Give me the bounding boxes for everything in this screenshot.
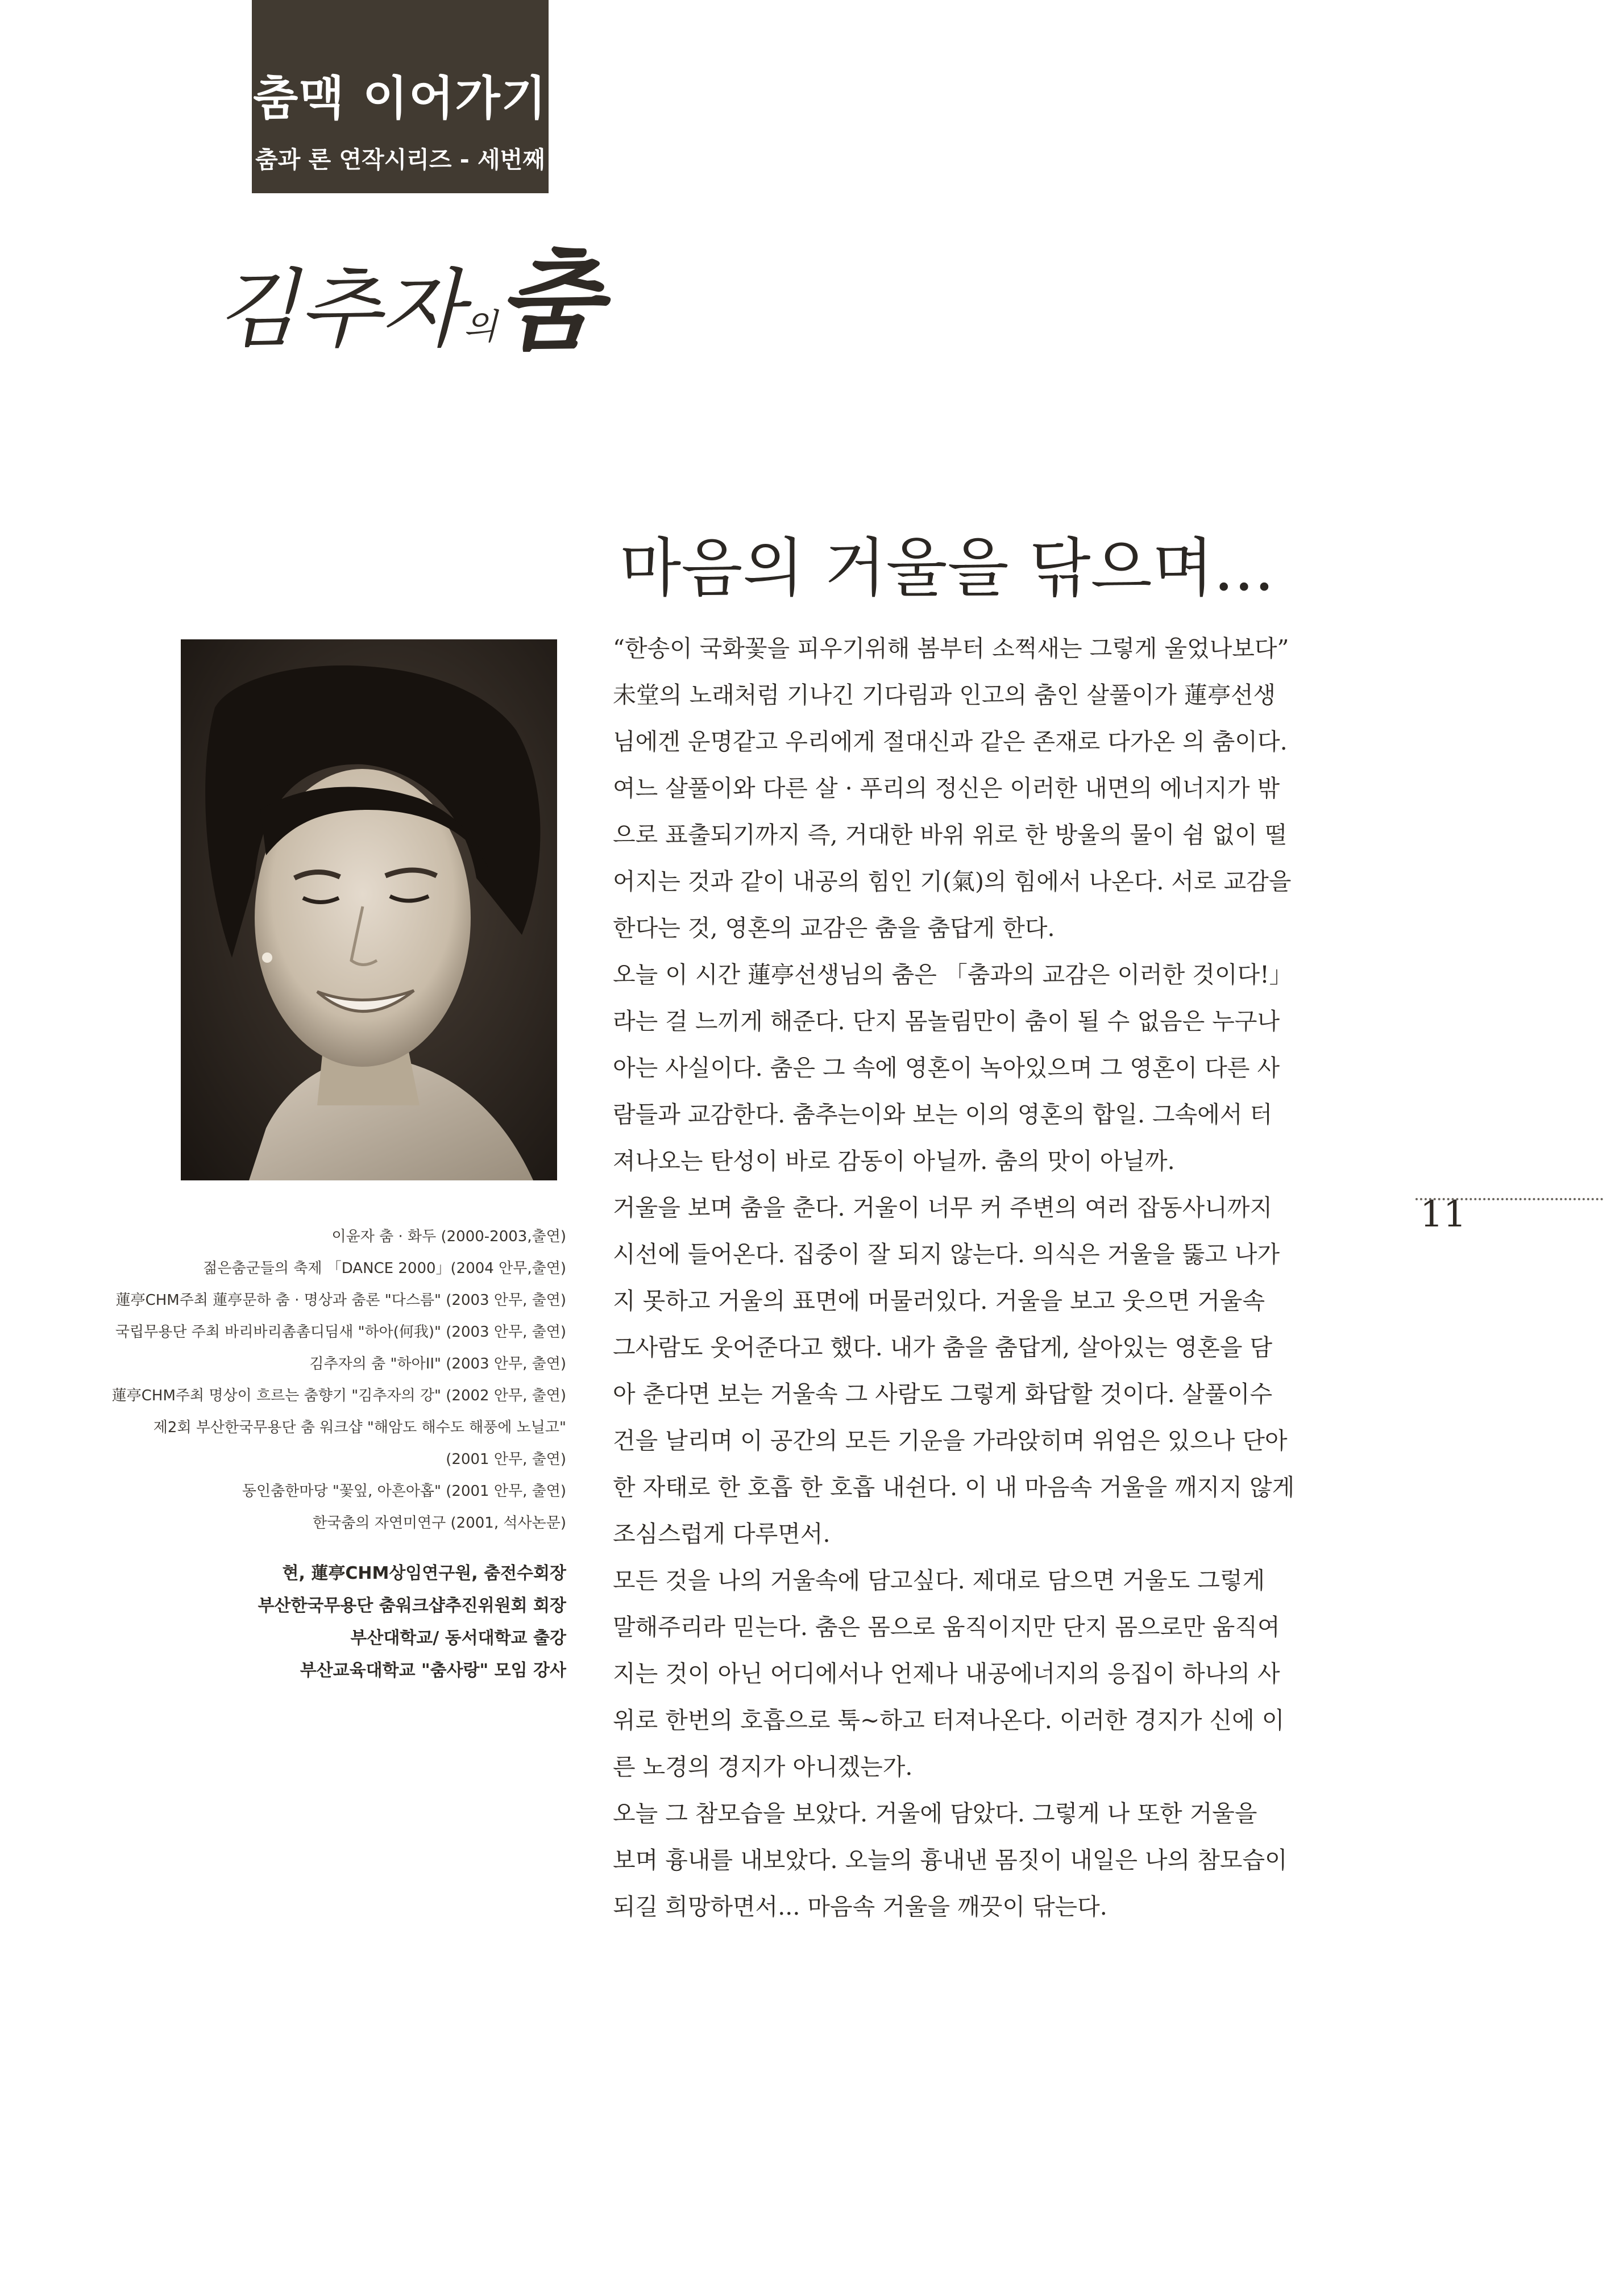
body-line: 未堂의 노래처럼 기나긴 기다림과 인고의 춤인 살풀이가 蓮亭선생 [613,681,1276,709]
body-line: 오늘 그 참모습을 보았다. 거울에 담았다. 그렇게 나 또한 거울을 [613,1800,1257,1827]
body-line: 여느 살풀이와 다른 살 · 푸리의 정신은 이러한 내면의 에너지가 밖 [613,775,1280,802]
dancer-name: 김추자 [216,260,463,359]
body-line: 거울을 보며 춤을 춘다. 거울이 너무 커 주변의 여러 잡동사니까지 [613,1194,1273,1221]
career-item: 한국춤의 자연미연구 (2001, 석사논문) [312,1515,566,1532]
dancer-portrait-photo [181,639,557,1180]
position-item: 부산한국무용단 춤워크샵추진위원회 회장 [258,1596,566,1616]
body-line: 어지는 것과 같이 내공의 힘인 기(氣)의 힘에서 나온다. 서로 교감을 [613,868,1292,895]
body-line: 라는 걸 느끼게 해준다. 단지 몸놀림만이 춤이 될 수 없음은 누구나 [613,1008,1280,1035]
position-item: 부산교육대학교 "춤사랑" 모임 강사 [300,1661,566,1681]
body-line: 모든 것을 나의 거울속에 담고싶다. 제대로 담으면 거울도 그렇게 [613,1567,1265,1594]
body-line: 으로 표출되기까지 즉, 거대한 바위 위로 한 방울의 물이 쉼 없이 떨 [613,821,1288,848]
body-line: 보며 흉내를 내보았다. 오늘의 흉내낸 몸짓이 내일은 나의 참모습이 [613,1846,1288,1874]
body-line: 지 못하고 거울의 표면에 머물러있다. 거울을 보고 웃으면 거울속 [613,1287,1265,1315]
body-line: 오늘 이 시간 蓮亭선생님의 춤은 「춤과의 교감은 이러한 것이다!」 [613,961,1293,988]
body-line: 시선에 들어온다. 집중이 잘 되지 않는다. 의식은 거울을 뚫고 나가 [613,1241,1280,1268]
dancer-title [216,215,602,364]
career-item: 김추자의 춤 "하아II" (2003 안무, 출연) [309,1355,566,1372]
body-line: 한다는 것, 영혼의 교감은 춤을 춤답게 한다. [613,914,1055,942]
series-header-box [252,0,549,193]
career-item: 제2회 부산한국무용단 춤 워크샵 "해암도 해수도 해풍에 노닐고" [153,1419,566,1436]
body-line: 님에겐 운명같고 우리에게 절대신과 같은 존재로 다가온 의 춤이다. [613,728,1288,755]
career-item: 이윤자 춤 · 화두 (2000-2003,출연) [331,1228,566,1245]
body-line: “한송이 국화꽃을 피우기위해 봄부터 소쩍새는 그렇게 울었나보다” [613,635,1289,662]
body-line: 지는 것이 아닌 어디에서나 언제나 내공에너지의 응집이 하나의 사 [613,1660,1280,1687]
body-line: 져나오는 탄성이 바로 감동이 아닐까. 춤의 맛이 아닐까. [613,1147,1175,1175]
body-line: 아는 사실이다. 춤은 그 속에 영혼이 녹아있으며 그 영혼이 다른 사 [613,1054,1280,1082]
body-line: 말해주리라 믿는다. 춤은 몸으로 움직이지만 단지 몸으로만 움직여 [613,1613,1280,1641]
body-line: 조심스럽게 다루면서. [613,1520,831,1548]
career-item: 蓮亭CHM주최 명상이 흐르는 춤향기 "김추자의 강" (2002 안무, 출연) [111,1387,566,1404]
career-item: (2001 안무, 출연) [446,1451,566,1468]
body-line: 람들과 교감한다. 춤추는이와 보는 이의 영혼의 합일. 그속에서 터 [613,1101,1273,1128]
series-title: 춤맥 이어가기 [253,72,547,126]
career-item: 국립무용단 주최 바리바리촘촘디딤새 "하아(何我)" (2003 안무, 출연) [115,1324,566,1341]
body-line: 위로 한번의 호흡으로 툭~하고 터져나온다. 이러한 경지가 신에 이 [613,1707,1285,1734]
page-number: 11 [1420,1193,1467,1236]
dancer-title-particle: 의 [463,306,497,347]
career-item: 蓮亭CHM주최 蓮亭문하 춤 · 명상과 춤론 "다스름" (2003 안무, 출연) [115,1292,566,1309]
current-positions [97,1557,566,1687]
career-list [97,1221,566,1539]
body-line: 아 춘다면 보는 거울속 그 사람도 그렇게 화답할 것이다. 살풀이수 [613,1380,1273,1408]
series-subtitle: 춤과 론 연작시리즈 - 세번째 [255,146,545,173]
article-body [613,625,1409,1930]
career-item: 동인춤한마당 "꽃잎, 아흔아홉" (2001 안무, 출연) [242,1483,566,1500]
body-line: 되길 희망하면서... 마음속 거울을 깨끗이 닦는다. [613,1893,1107,1920]
career-item: 젊은춤군들의 축제 「DANCE 2000」(2004 안무,출연) [203,1260,566,1277]
position-item: 부산대학교/ 동서대학교 출강 [350,1628,566,1648]
position-item: 현, 蓮亭CHM상임연구원, 춤전수회장 [282,1563,566,1583]
body-line: 른 노경의 경지가 아니겠는가. [613,1753,913,1781]
article-headline: 마음의 거울을 닦으며... [620,531,1275,605]
dancer-title-word: 춤 [497,238,602,364]
body-line: 한 자태로 한 호흡 한 호흡 내쉰다. 이 내 마음속 거울을 깨지지 않게 [613,1474,1295,1501]
body-line: 그사람도 웃어준다고 했다. 내가 춤을 춤답게, 살아있는 영혼을 담 [613,1334,1273,1361]
body-line: 건을 날리며 이 공간의 모든 기운을 가라앉히며 위엄은 있으나 단아 [613,1427,1288,1454]
